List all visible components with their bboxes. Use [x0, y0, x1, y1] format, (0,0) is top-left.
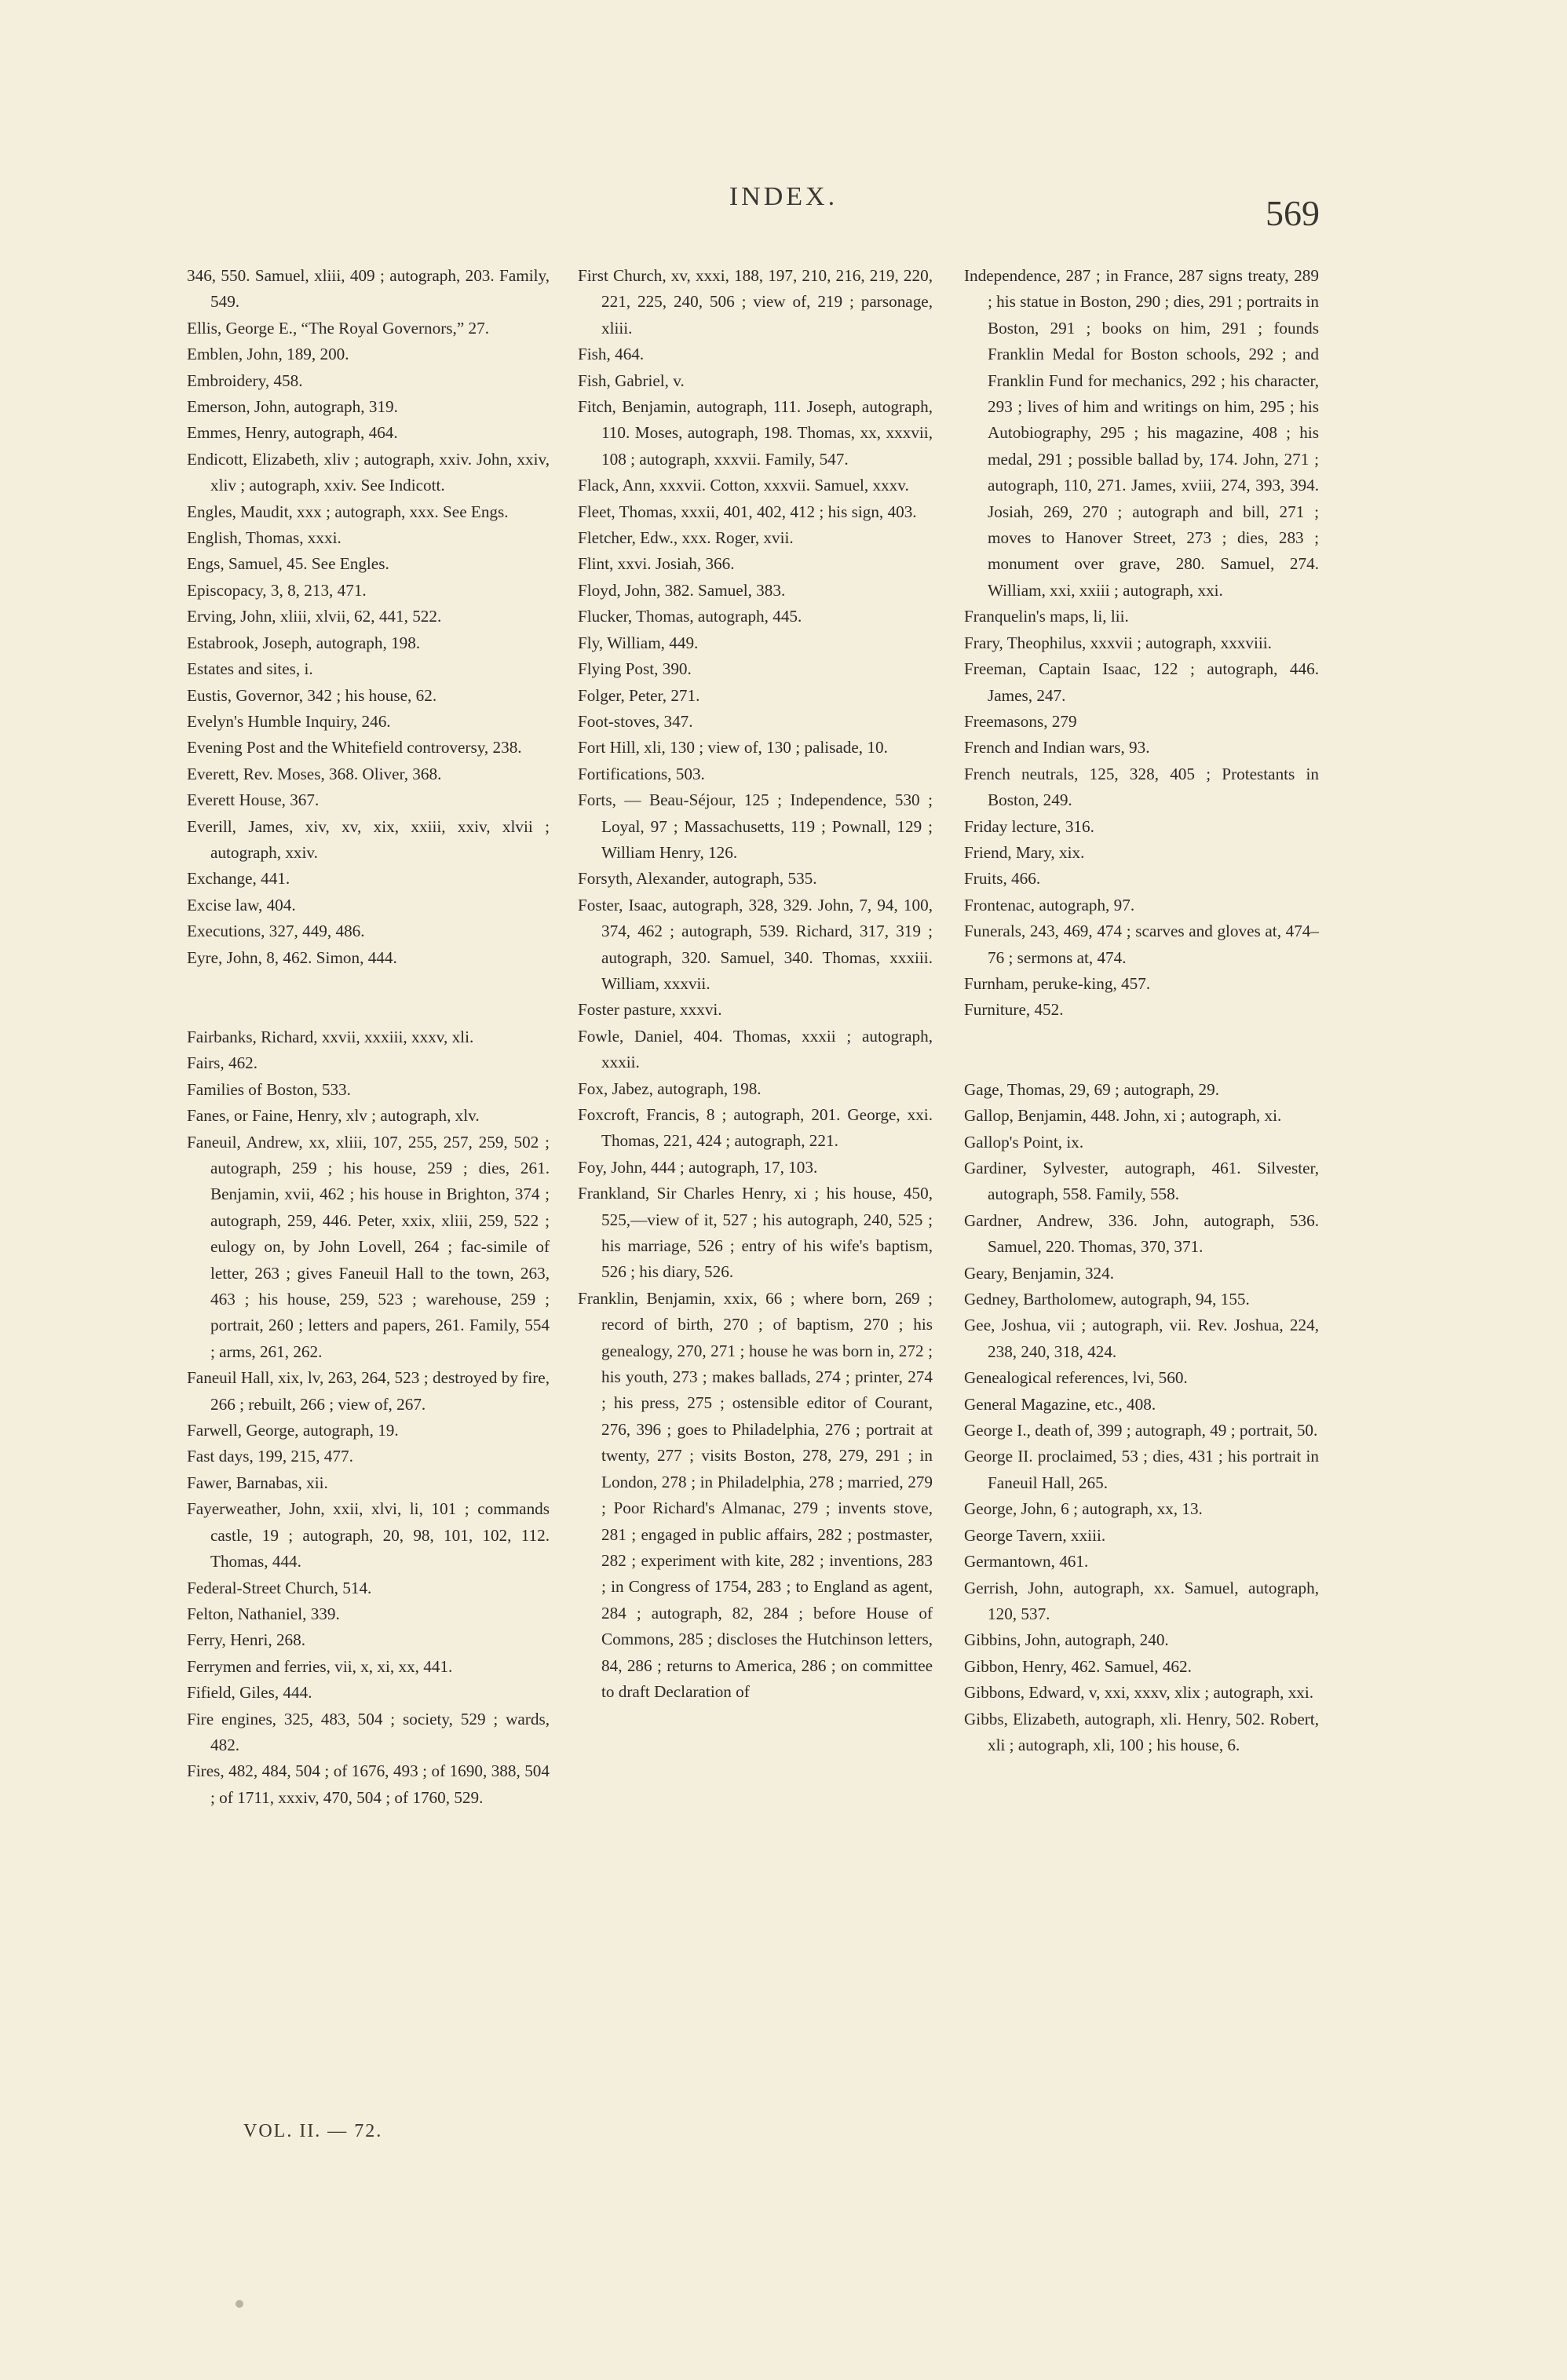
index-entry: Everill, James, xiv, xv, xix, xxiii, xxiv, xlvii ; autograph, xxiv. [187, 816, 550, 862]
index-entry: Foy, John, 444 ; autograph, 17, 103. [578, 1157, 818, 1177]
index-entry: Gallop's Point, ix. [964, 1132, 1084, 1152]
ink-speck [236, 2300, 243, 2308]
index-entry: Geary, Benjamin, 324. [964, 1263, 1115, 1283]
index-entry: Eyre, John, 8, 462. Simon, 444. [187, 947, 397, 967]
index-entry: Gee, Joshua, vii ; autograph, vii. Rev. Joshua, 224, 238, 240, 318, 424. [964, 1316, 1319, 1361]
index-entry: English, Thomas, xxxi. [187, 528, 342, 548]
index-entry: 346, 550. Samuel, xliii, 409 ; autograph, 203. Family, 549. [187, 266, 550, 312]
index-entry: French neutrals, 125, 328, 405 ; Protestants in Boston, 249. [964, 764, 1319, 810]
index-entry: Foster, Isaac, autograph, 328, 329. John, 7, 94, 100, 374, 462 ; autograph, 539. Richard, 317, 319 ; autograph, 320. Samuel, 340. Thomas, xxxiii. William, xxxvii. [578, 895, 933, 993]
index-entry: Freemasons, 279 [964, 711, 1077, 731]
index-entry: Independence, 287 ; in France, 287 signs treaty, 289 ; his statue in Boston, 290 ; dies, 291 ; portraits in Boston, 291 ; books on him, 291 ; founds Franklin Medal for Boston schools, 292 ; and Franklin Fund for mechanics, 292 ; his character, 293 ; lives of him and writings on him, 295 ; his Autobiography, 295 ; his magazine, 408 ; his medal, 291 ; possible ballad by, 174. John, 271 ; autograph, 110, 271. James, xviii, 274, 393, 394. Josiah, 269, 270 ; autograph and bill, 271 ; moves to Hanover Street, 273 ; dies, 283 ; monument over grave, 280. Samuel, 274. William, xxi, xxiii ; autograph, xxi. [964, 266, 1319, 600]
index-entry: Furniture, 452. [964, 1000, 1064, 1020]
index-entry: Flucker, Thomas, autograph, 445. [578, 607, 802, 626]
section-gap [964, 1024, 1319, 1077]
index-entry: Fletcher, Edw., xxx. Roger, xvii. [578, 528, 794, 548]
index-entry: Eustis, Governor, 342 ; his house, 62. [187, 685, 437, 705]
index-entry: Fort Hill, xli, 130 ; view of, 130 ; palisade, 10. [578, 738, 888, 757]
index-entry: Franquelin's maps, li, lii. [964, 607, 1129, 626]
index-entry: Fawer, Barnabas, xii. [187, 1473, 328, 1492]
index-entry: Fowle, Daniel, 404. Thomas, xxxii ; autograph, xxxii. [578, 1026, 933, 1072]
index-entry: Emerson, John, autograph, 319. [187, 397, 398, 417]
index-entry: Erving, John, xliii, xlvii, 62, 441, 522. [187, 607, 442, 626]
index-entry: Families of Boston, 533. [187, 1079, 351, 1099]
index-entry: Gage, Thomas, 29, 69 ; autograph, 29. [964, 1079, 1220, 1099]
index-entry: Estates and sites, i. [187, 659, 313, 679]
index-entry: Engles, Maudit, xxx ; autograph, xxx. See Engs. [187, 502, 509, 521]
index-entry: Fairs, 462. [187, 1053, 258, 1073]
index-entry: Flint, xxvi. Josiah, 366. [578, 554, 735, 574]
index-entry: George II. proclaimed, 53 ; dies, 431 ; his portrait in Faneuil Hall, 265. [964, 1447, 1319, 1492]
index-column-middle [578, 263, 933, 1705]
page-title: INDEX. [729, 182, 838, 211]
index-entry: Flying Post, 390. [578, 659, 692, 679]
index-entry: Fleet, Thomas, xxxii, 401, 402, 412 ; his sign, 403. [578, 502, 917, 521]
section-gap [187, 971, 550, 1024]
index-entry: Furnham, peruke-king, 457. [964, 973, 1151, 993]
index-entry: Farwell, George, autograph, 19. [187, 1421, 399, 1440]
index-entry: Friday lecture, 316. [964, 816, 1094, 836]
index-entry: Fly, William, 449. [578, 633, 699, 652]
index-entry: Excise law, 404. [187, 895, 296, 914]
index-entry: Estabrook, Joseph, autograph, 198. [187, 633, 421, 652]
index-entry: Frary, Theophilus, xxxvii ; autograph, xxxviii. [964, 633, 1272, 652]
index-entry: Faneuil, Andrew, xx, xliii, 107, 255, 257, 259, 502 ; autograph, 259 ; his house, 259 ; dies, 261. Benjamin, xvii, 462 ; his house in Brighton, 374 ; autograph, 259, 446. Peter, xxix, xliii, 259, 522 ; eulogy on, by John Lovell, 264 ; fac-simile of letter, 263 ; gives Faneuil Hall to the town, 263, 463 ; his house, 259, 523 ; warehouse, 259 ; portrait, 260 ; letters and papers, 261. Family, 554 ; arms, 261, 262. [187, 1132, 550, 1361]
index-entry: Felton, Nathaniel, 339. [187, 1604, 340, 1623]
index-entry: Frontenac, autograph, 97. [964, 895, 1135, 914]
index-entry: Forsyth, Alexander, autograph, 535. [578, 869, 817, 889]
index-entry: Evelyn's Humble Inquiry, 246. [187, 711, 391, 731]
index-entry: Fish, Gabriel, v. [578, 371, 685, 390]
index-entry: George I., death of, 399 ; autograph, 49 ; portrait, 50. [964, 1421, 1318, 1440]
index-entry: Foot-stoves, 347. [578, 711, 693, 731]
index-entry: Everett, Rev. Moses, 368. Oliver, 368. [187, 764, 442, 783]
page-number: 569 [1266, 193, 1320, 233]
index-entry: First Church, xv, xxxi, 188, 197, 210, 216, 219, 220, 221, 225, 240, 506 ; view of, 219 ; parsonage, xliii. [578, 266, 933, 338]
index-entry: Gibbon, Henry, 462. Samuel, 462. [964, 1656, 1192, 1676]
index-entry: Friend, Mary, xix. [964, 842, 1085, 862]
index-entry: Fifield, Giles, 444. [187, 1683, 312, 1703]
index-entry: Gibbs, Elizabeth, autograph, xli. Henry, 502. Robert, xli ; autograph, xli, 100 ; his house, 6. [964, 1709, 1319, 1754]
index-entry: Executions, 327, 449, 486. [187, 922, 365, 941]
index-entry: Foster pasture, xxxvi. [578, 1000, 722, 1020]
index-entry: Ellis, George E., “The Royal Governors,” 27. [187, 318, 490, 338]
index-entry: Franklin, Benjamin, xxix, 66 ; where born, 269 ; record of birth, 270 ; of baptism, 270 ; his genealogy, 270, 271 ; house he was born in, 272 ; his youth, 273 ; makes ballads, 274 ; printer, 274 ; his press, 275 ; ostensible editor of Courant, 276, 396 ; goes to Philadelphia, 276 ; portrait at twenty, 277 ; visits Boston, 278, 279, 291 ; in London, 278 ; in Philadelphia, 278 ; married, 279 ; Poor Richard's Almanac, 279 ; invents stove, 281 ; engaged in public affairs, 282 ; postmaster, 282 ; experiment with kite, 282 ; inventions, 283 ; in Congress of 1754, 283 ; to England as agent, 284 ; autograph, 82, 284 ; before House of Commons, 285 ; discloses the Hutchinson letters, 84, 286 ; returns to America, 286 ; on committee to draft Declaration of [578, 1288, 933, 1701]
index-entry: Gerrish, John, autograph, xx. Samuel, autograph, 120, 537. [964, 1578, 1319, 1623]
index-entry: Forts, — Beau-Séjour, 125 ; Independence, 530 ; Loyal, 97 ; Massachusetts, 119 ; Pownall, 129 ; William Henry, 126. [578, 790, 933, 862]
index-entry: Ferry, Henri, 268. [187, 1630, 306, 1650]
index-entry: Episcopacy, 3, 8, 213, 471. [187, 580, 367, 600]
index-entry: Ferrymen and ferries, vii, x, xi, xx, 441. [187, 1656, 453, 1676]
index-entry: Fitch, Benjamin, autograph, 111. Joseph, autograph, 110. Moses, autograph, 198. Thomas, xx, xxxvii, 108 ; autograph, xxxvii. Family, 547. [578, 397, 933, 469]
index-entry: Emblen, John, 189, 200. [187, 345, 349, 364]
index-entry: Fish, 464. [578, 345, 645, 364]
index-entry: Flack, Ann, xxxvii. Cotton, xxxvii. Samuel, xxxv. [578, 476, 909, 495]
index-entry: Folger, Peter, 271. [578, 685, 700, 705]
index-entry: Faneuil Hall, xix, lv, 263, 264, 523 ; destroyed by fire, 266 ; rebuilt, 266 ; view of, 267. [187, 1368, 550, 1414]
index-entry: Fire engines, 325, 483, 504 ; society, 529 ; wards, 482. [187, 1709, 550, 1754]
index-entry: Federal-Street Church, 514. [187, 1578, 372, 1597]
index-entry: Fires, 482, 484, 504 ; of 1676, 493 ; of 1690, 388, 504 ; of 1711, xxxiv, 470, 504 ; of 1760, 529. [187, 1761, 550, 1807]
index-column-left [187, 263, 550, 1811]
volume-signature: VOL. II. — 72. [243, 2121, 383, 2141]
index-entry: Engs, Samuel, 45. See Engles. [187, 554, 389, 574]
index-entry: Germantown, 461. [964, 1552, 1089, 1571]
index-entry: Evening Post and the Whitefield controversy, 238. [187, 738, 522, 757]
index-entry: George, John, 6 ; autograph, xx, 13. [964, 1499, 1203, 1519]
index-entry: Everett House, 367. [187, 790, 320, 810]
index-entry: Gardiner, Sylvester, autograph, 461. Silvester, autograph, 558. Family, 558. [964, 1159, 1319, 1204]
index-entry: Fortifications, 503. [578, 764, 705, 783]
index-entry: Endicott, Elizabeth, xliv ; autograph, xxiv. John, xxiv, xliv ; autograph, xxiv. See Indicott. [187, 449, 550, 495]
index-column-right [964, 263, 1319, 1758]
index-entry: French and Indian wars, 93. [964, 738, 1150, 757]
index-entry: Fayerweather, John, xxii, xlvi, li, 101 ; commands castle, 19 ; autograph, 20, 98, 101, 102, 112. Thomas, 444. [187, 1499, 550, 1571]
index-entry: Frankland, Sir Charles Henry, xi ; his house, 450, 525,—view of it, 527 ; his autograph, 240, 525 ; his marriage, 526 ; entry of his wife's baptism, 526 ; his diary, 526. [578, 1184, 933, 1282]
index-entry: Gallop, Benjamin, 448. John, xi ; autograph, xi. [964, 1106, 1282, 1126]
index-entry: Genealogical references, lvi, 560. [964, 1368, 1188, 1388]
index-entry: Gibbons, Edward, v, xxi, xxxv, xlix ; autograph, xxi. [964, 1683, 1314, 1703]
index-entry: Funerals, 243, 469, 474 ; scarves and gloves at, 474–76 ; sermons at, 474. [964, 922, 1319, 967]
index-entry: Fast days, 199, 215, 477. [187, 1447, 353, 1466]
index-entry: Floyd, John, 382. Samuel, 383. [578, 580, 786, 600]
index-entry: Fairbanks, Richard, xxvii, xxxiii, xxxv, xli. [187, 1027, 474, 1046]
index-entry: Embroidery, 458. [187, 371, 303, 390]
index-entry: Emmes, Henry, autograph, 464. [187, 423, 398, 443]
index-entry: Fox, Jabez, autograph, 198. [578, 1079, 762, 1098]
index-entry: George Tavern, xxiii. [964, 1525, 1106, 1545]
index-entry: Foxcroft, Francis, 8 ; autograph, 201. George, xxi. Thomas, 221, 424 ; autograph, 221. [578, 1105, 933, 1151]
index-entry: Gibbins, John, autograph, 240. [964, 1630, 1169, 1650]
index-entry: Fruits, 466. [964, 869, 1041, 889]
index-entry: General Magazine, etc., 408. [964, 1394, 1156, 1414]
index-entry: Gardner, Andrew, 336. John, autograph, 536. Samuel, 220. Thomas, 370, 371. [964, 1210, 1319, 1257]
index-entry: Freeman, Captain Isaac, 122 ; autograph, 446. James, 247. [964, 659, 1319, 705]
index-entry: Exchange, 441. [187, 869, 290, 889]
index-entry: Gedney, Bartholomew, autograph, 94, 155. [964, 1290, 1250, 1309]
index-entry: Fanes, or Faine, Henry, xlv ; autograph, xlv. [187, 1106, 480, 1126]
